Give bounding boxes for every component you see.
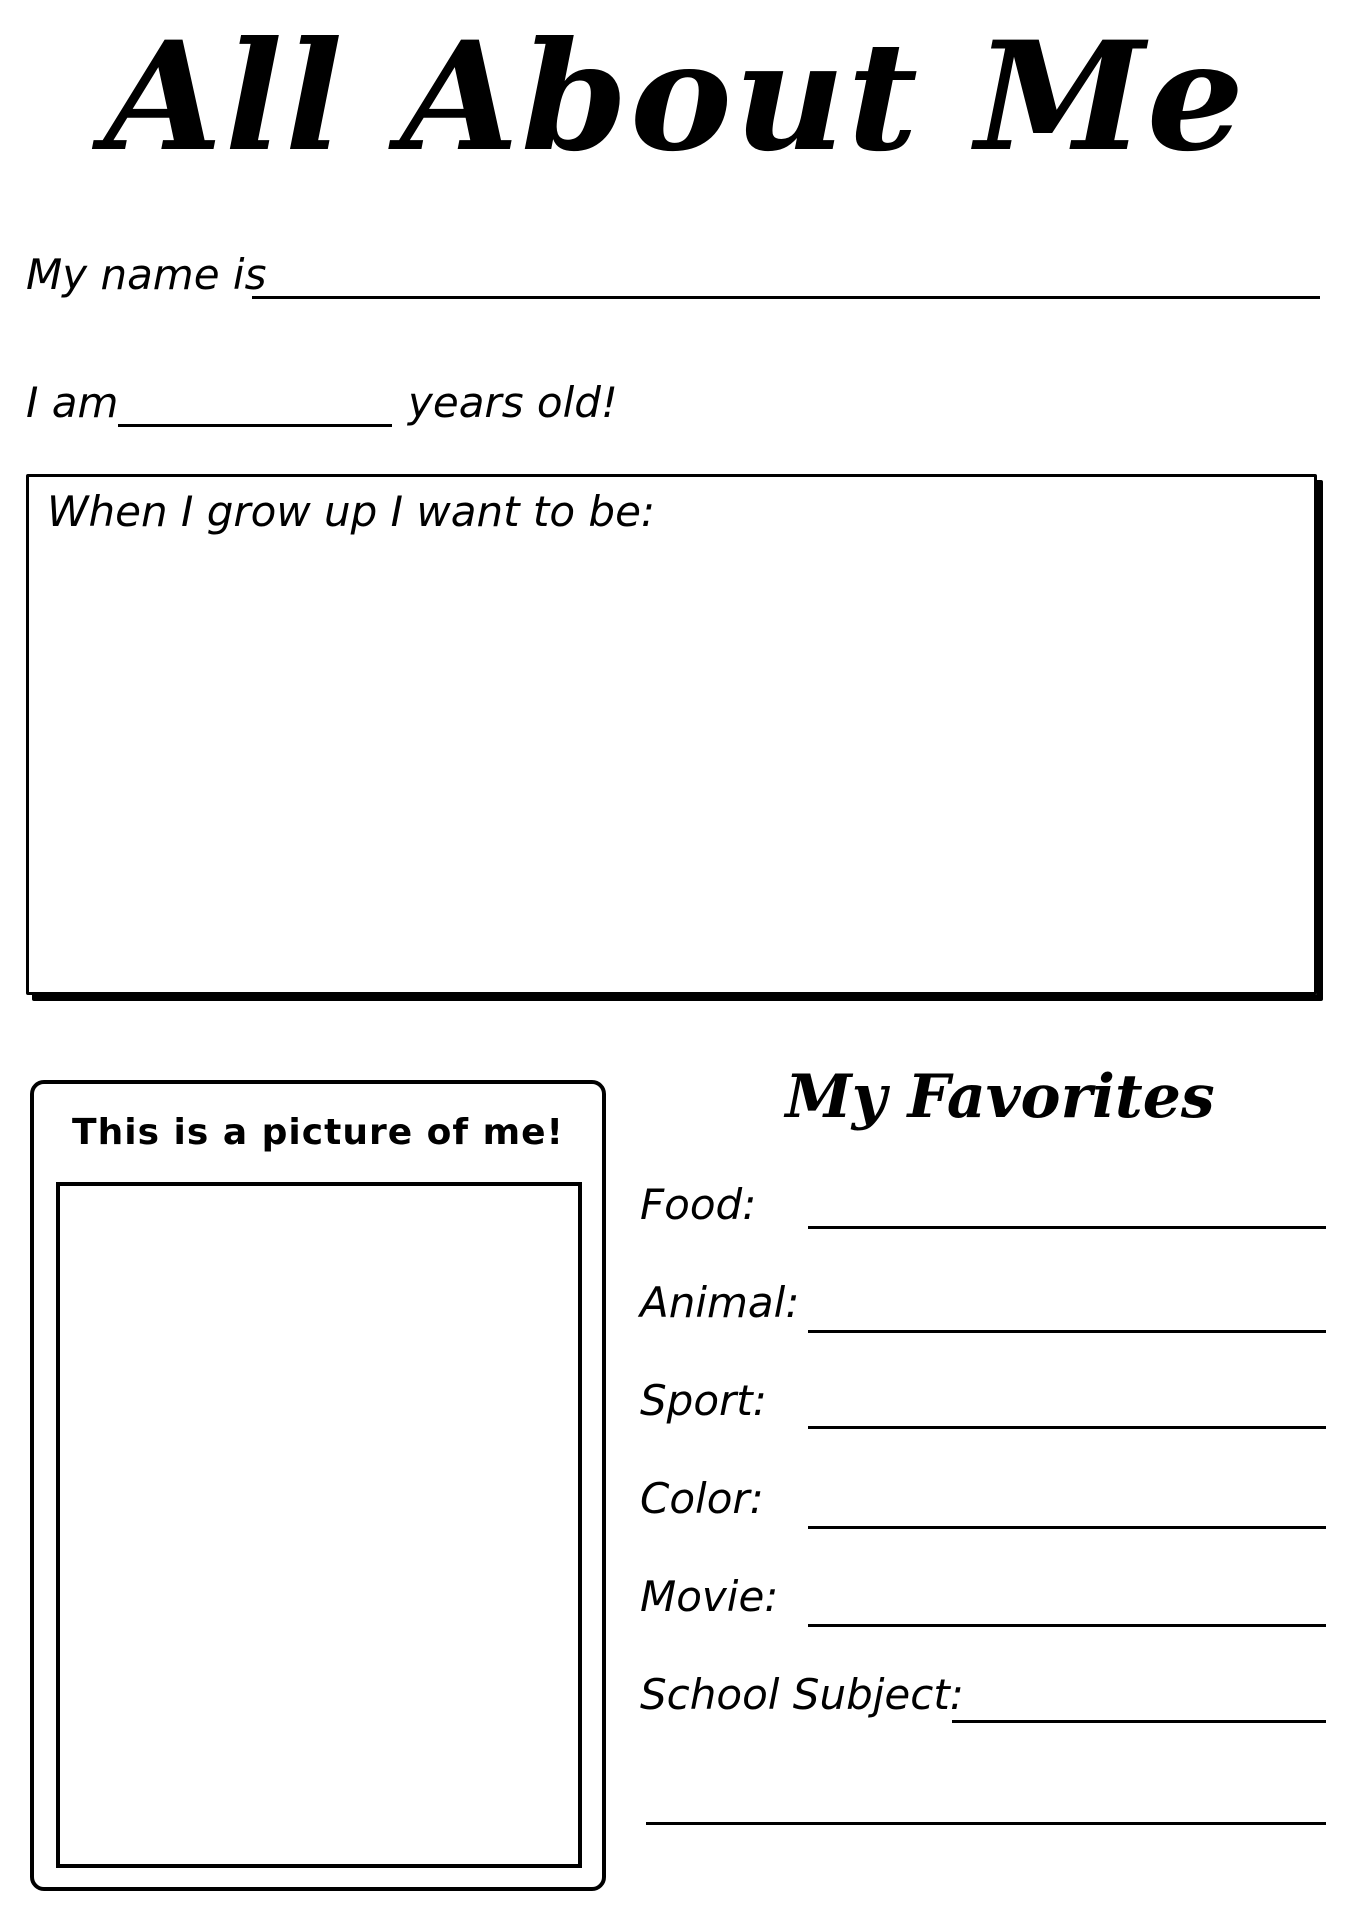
- favorite-animal-label: Animal:: [640, 1278, 800, 1327]
- favorite-color-line[interactable]: [808, 1526, 1326, 1529]
- picture-label: This is a picture of me!: [72, 1112, 564, 1153]
- favorite-sport-label: Sport:: [640, 1376, 767, 1425]
- favorite-food-line[interactable]: [808, 1226, 1326, 1229]
- favorite-animal-line[interactable]: [808, 1330, 1326, 1333]
- page-title: All About Me: [103, 9, 1247, 185]
- name-blank-line[interactable]: [252, 296, 1320, 299]
- favorite-movie-line[interactable]: [808, 1624, 1326, 1627]
- favorite-sport-line[interactable]: [808, 1426, 1326, 1429]
- age-suffix: years old!: [408, 378, 618, 427]
- picture-drawing-area[interactable]: [56, 1182, 582, 1868]
- grow-up-box[interactable]: [26, 474, 1317, 995]
- favorite-school-subject-line[interactable]: [952, 1720, 1326, 1723]
- grow-up-prompt: When I grow up I want to be:: [47, 487, 656, 536]
- favorites-title: My Favorites: [785, 1062, 1215, 1132]
- extra-answer-line[interactable]: [646, 1822, 1326, 1825]
- favorite-color-label: Color:: [640, 1474, 764, 1523]
- age-blank-line[interactable]: [118, 424, 392, 427]
- favorite-food-label: Food:: [640, 1180, 757, 1229]
- favorite-school-subject-label: School Subject:: [640, 1670, 964, 1719]
- name-prompt: My name is: [26, 250, 267, 299]
- picture-frame: [30, 1080, 606, 1891]
- age-prefix: I am: [26, 378, 119, 427]
- favorite-movie-label: Movie:: [640, 1572, 779, 1621]
